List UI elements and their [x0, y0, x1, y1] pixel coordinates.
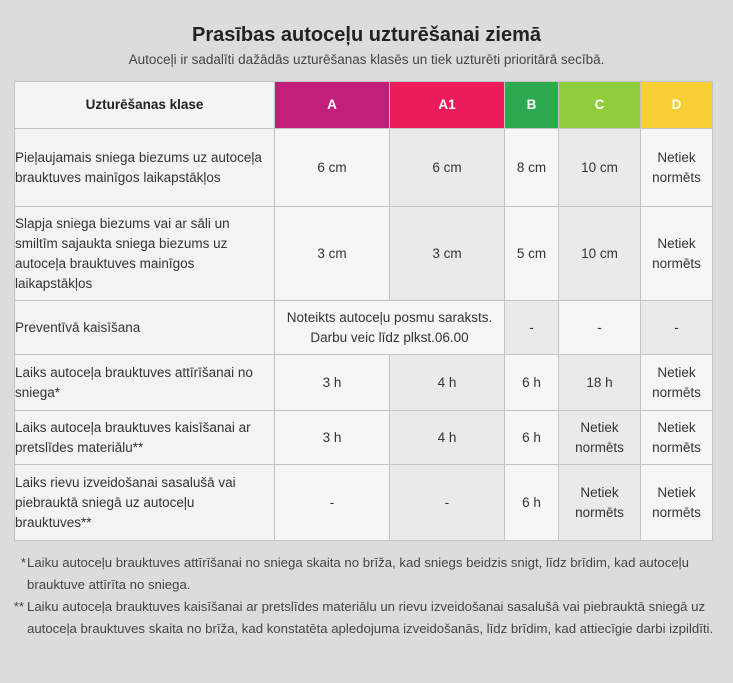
table-row — [15, 207, 713, 301]
footnote — [14, 552, 714, 596]
header-label-cell: Uzturēšanas klase — [15, 82, 275, 129]
table-row — [15, 465, 713, 541]
value-cell: 4 h — [390, 411, 505, 465]
value-cell: 6 h — [505, 355, 559, 411]
row-label: Laiks rievu izveidošanai sasalušā vai piebrauktā sniegā uz autoceļu brauktuves** — [15, 465, 275, 541]
value-cell: 10 cm — [559, 129, 641, 207]
value-cell: 6 cm — [275, 129, 390, 207]
value-cell: Netiek normēts — [559, 411, 641, 465]
footnote-mark: ** — [13, 599, 24, 614]
row-label: Pieļaujamais sniega biezums uz autoceļa brauktuves mainīgos laikapstākļos — [15, 129, 275, 207]
value-cell: - — [559, 301, 641, 355]
page-title: Prasības autoceļu uzturēšanai ziemā — [191, 24, 542, 46]
value-cell: - — [390, 465, 505, 541]
maintenance-classes-table — [14, 81, 713, 541]
value-cell: 10 cm — [559, 207, 641, 301]
table-row — [15, 411, 713, 465]
merged-value-cell: Noteikts autoceļu posmu saraksts. Darbu veic līdz plkst.06.00 — [275, 301, 505, 355]
value-cell: 5 cm — [505, 207, 559, 301]
value-cell: Netiek normēts — [641, 207, 713, 301]
value-cell: - — [641, 301, 713, 355]
value-cell: 8 cm — [505, 129, 559, 207]
value-cell: 18 h — [559, 355, 641, 411]
row-label: Laiks autoceļa brauktuves attīrīšanai no sniega* — [15, 355, 275, 411]
value-cell: - — [505, 301, 559, 355]
row-label: Slapja sniega biezums vai ar sāli un smiltīm sajaukta sniega biezums uz autoceļa brauktuves mainīgos laikapstākļos — [15, 207, 275, 301]
footnote-text: Laiku autoceļu brauktuves attīrīšanai no sniega skaita no brīža, kad sniegs beidzis snigt, līdz brīdim, kad autoceļu brauktuve attīrīta no sniega. — [27, 555, 689, 592]
row-label: Laiks autoceļa brauktuves kaisīšanai ar pretslīdes materiālu** — [15, 411, 275, 465]
value-cell: 6 h — [505, 411, 559, 465]
value-cell: 6 cm — [390, 129, 505, 207]
value-cell: - — [275, 465, 390, 541]
value-cell: Netiek normēts — [641, 411, 713, 465]
class-header-a1: A1 — [390, 82, 505, 129]
value-cell: 3 h — [275, 355, 390, 411]
value-cell: Netiek normēts — [641, 129, 713, 207]
value-cell: 3 h — [275, 411, 390, 465]
table-row — [15, 355, 713, 411]
page-subtitle: Autoceļi ir sadalīti dažādās uzturēšanas klasēs un tiek uzturēti prioritārā secībā. — [128, 52, 605, 67]
value-cell: Netiek normēts — [641, 465, 713, 541]
table-row — [15, 129, 713, 207]
value-cell: 4 h — [390, 355, 505, 411]
class-header-a: A — [275, 82, 390, 129]
table-row — [15, 301, 713, 355]
value-cell: 3 cm — [275, 207, 390, 301]
footnote-text: Laiku autoceļa brauktuves kaisīšanai ar pretslīdes materiālu un rievu izveidošanai sasalušā vai piebrauktā sniegā uz autoceļa brauktuves skaita no brīža, kad konstatēta apledojuma izveidošanās, līdz brīdim, kad attiecīgie darbi izpildīti. — [27, 599, 714, 636]
value-cell: 6 h — [505, 465, 559, 541]
value-cell: 3 cm — [390, 207, 505, 301]
footnote-mark: * — [20, 555, 26, 570]
footnote — [14, 596, 714, 640]
footnotes — [14, 552, 714, 640]
value-cell: Netiek normēts — [641, 355, 713, 411]
value-cell: Netiek normēts — [559, 465, 641, 541]
class-header-d: D — [641, 82, 713, 129]
row-label: Preventīvā kaisīšana — [15, 301, 275, 355]
class-header-c: C — [559, 82, 641, 129]
class-header-b: B — [505, 82, 559, 129]
table-header-row — [15, 82, 713, 129]
